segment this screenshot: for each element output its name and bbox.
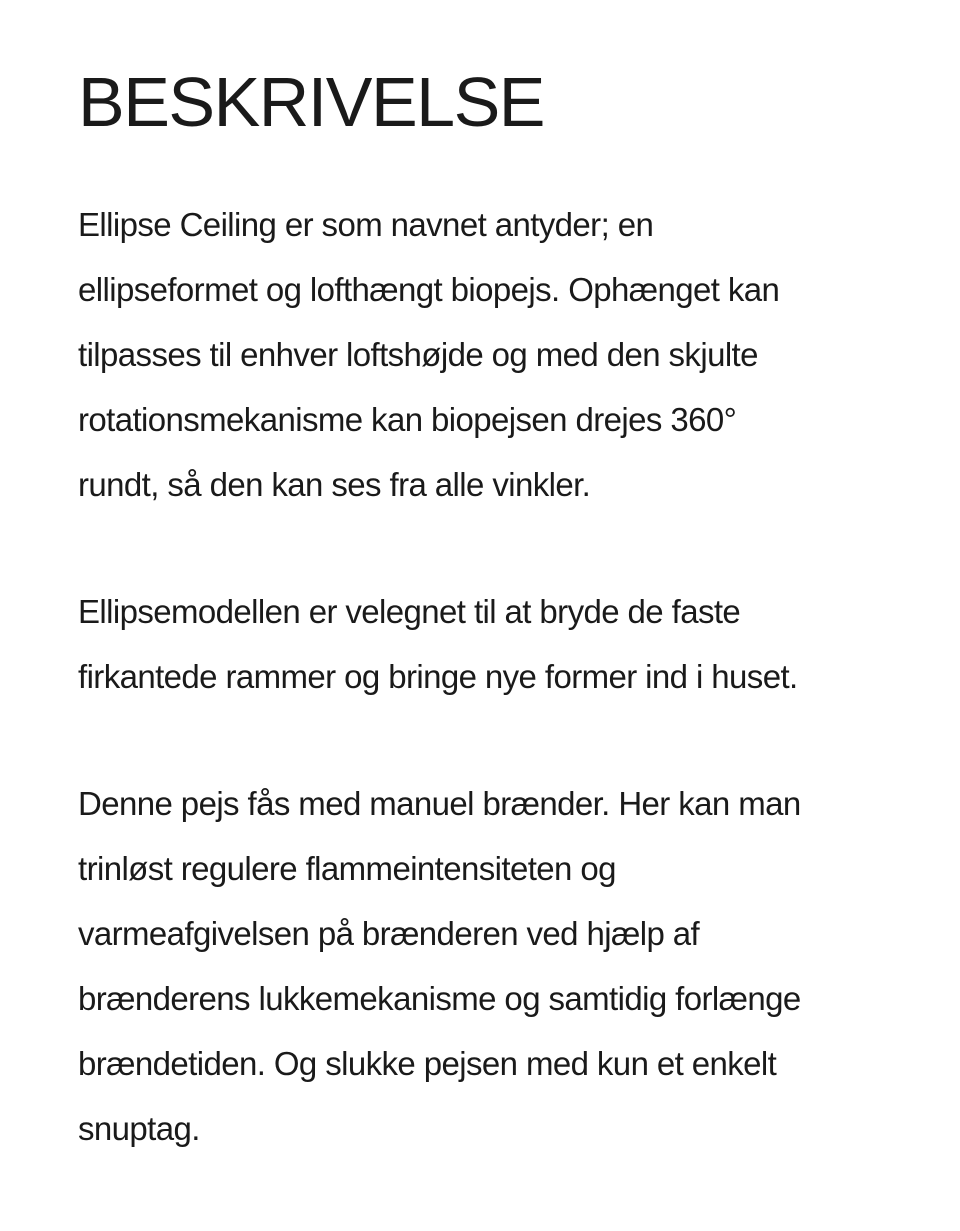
description-paragraph-2 (78, 579, 918, 709)
paragraph-line: varmeafgivelsen på brænderen ved hjælp af (78, 915, 700, 952)
paragraph-line: trinløst regulere flammeintensiteten og (78, 850, 616, 887)
paragraph-line: Ellipsemodellen er velegnet til at bryde de faste (78, 593, 741, 630)
paragraph-line: brænderens lukkemekanisme og samtidig forlænge (78, 980, 801, 1017)
description-paragraph-3 (78, 771, 918, 1161)
paragraph-line: tilpasses til enhver loftshøjde og med den skjulte (78, 336, 758, 373)
paragraph-line: brændetiden. Og slukke pejsen med kun et enkelt (78, 1045, 777, 1082)
paragraph-line: firkantede rammer og bringe nye former ind i huset. (78, 658, 798, 695)
paragraph-line: snuptag. (78, 1110, 200, 1147)
paragraph-line: rotationsmekanisme kan biopejsen drejes 360° (78, 401, 737, 438)
paragraph-line: Ellipse Ceiling er som navnet antyder; en (78, 206, 654, 243)
description-paragraph-1 (78, 192, 918, 517)
paragraph-line: Denne pejs fås med manuel brænder. Her kan man (78, 785, 801, 822)
description-section (78, 60, 918, 1161)
paragraph-line: rundt, så den kan ses fra alle vinkler. (78, 466, 591, 503)
paragraph-line: ellipseformet og lofthængt biopejs. Ophænget kan (78, 271, 780, 308)
section-title: BESKRIVELSE (78, 63, 544, 141)
